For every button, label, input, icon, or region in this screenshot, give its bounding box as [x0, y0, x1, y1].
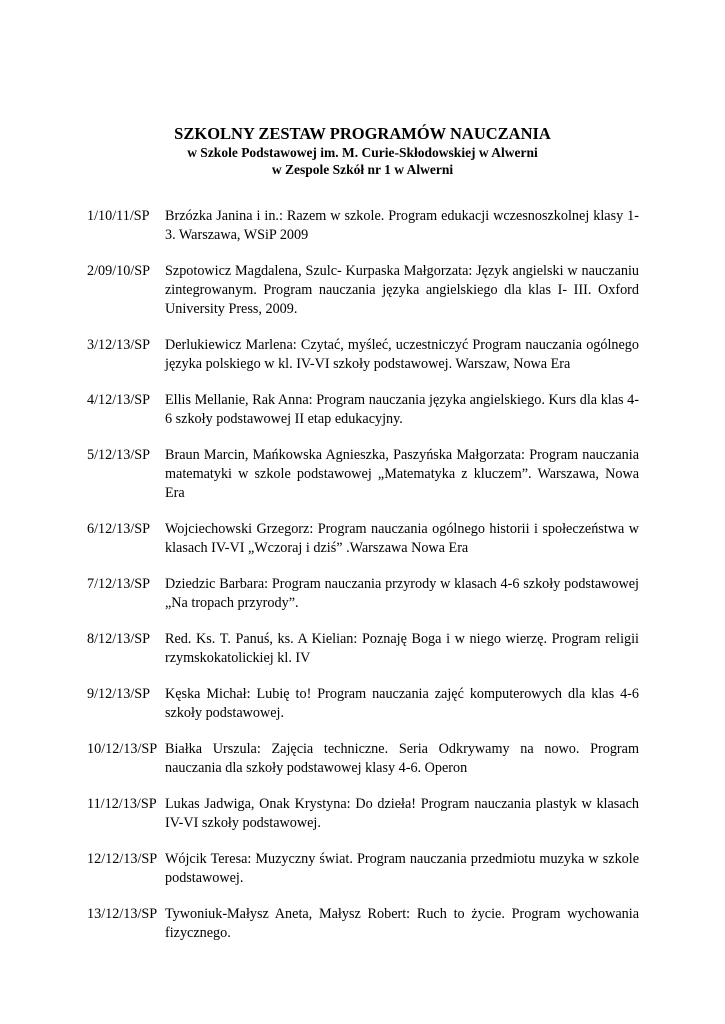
program-description: Red. Ks. T. Panuś, ks. A Kielian: Poznaję Boga i w niego wierzę. Program religii rzymskokatolickiej kl. IV [165, 631, 639, 666]
program-description: Kęska Michał: Lubię to! Program nauczania zajęć komputerowych dla klas 4-6 szkoły podstawowej. [165, 686, 639, 721]
program-entry [87, 336, 639, 374]
document-title: SZKOLNY ZESTAW PROGRAMÓW NAUCZANIA [174, 124, 551, 143]
program-code: 13/12/13/SP [87, 906, 158, 922]
program-description: Brzózka Janina i in.: Razem w szkole. Program edukacji wczesnoszkolnej klasy 1-3. Warszawa, WSiP 2009 [165, 208, 639, 243]
program-entry [87, 630, 639, 668]
school-complex-name: w Zespole Szkół nr 1 w Alwerni [271, 162, 454, 177]
program-entry [87, 520, 639, 558]
program-code: 2/09/10/SP [87, 263, 151, 279]
program-code: 9/12/13/SP [87, 686, 151, 702]
program-code: 8/12/13/SP [87, 631, 151, 647]
program-list [87, 207, 639, 960]
program-code: 10/12/13/SP [87, 741, 158, 757]
school-name: w Szkole Podstawowej im. M. Curie-Skłodowskiej w Alwerni [187, 145, 538, 160]
program-description: Lukas Jadwiga, Onak Krystyna: Do dzieła! Program nauczania plastyk w klasach IV-VI szkoły podstawowej. [165, 796, 639, 831]
program-description: Wojciechowski Grzegorz: Program nauczania ogólnego historii i społeczeństwa w klasach IV-VI „Wczoraj i dziś” .Warszawa Nowa Era [165, 521, 639, 556]
program-entry [87, 262, 639, 319]
program-description: Derlukiewicz Marlena: Czytać, myśleć, uczestniczyć Program nauczania ogólnego języka polskiego w kl. IV-VI szkoły podstawowej. Warszaw, Nowa Era [165, 337, 639, 372]
document-header [0, 124, 725, 178]
program-description: Dziedzic Barbara: Program nauczania przyrody w klasach 4-6 szkoły podstawowej „Na tropach przyrody”. [165, 576, 639, 611]
program-code: 11/12/13/SP [87, 796, 157, 812]
program-description: Ellis Mellanie, Rak Anna: Program nauczania języka angielskiego. Kurs dla klas 4-6 szkoły podstawowej II etap edukacyjny. [165, 392, 639, 427]
program-description: Szpotowicz Magdalena, Szulc- Kurpaska Małgorzata: Język angielski w nauczaniu zintegrowanym. Program nauczania języka angielskiego dla klas I- III. Oxford University Press, 2009. [165, 263, 639, 317]
program-description: Tywoniuk-Małysz Aneta, Małysz Robert: Ruch to życie. Program wychowania fizycznego. [165, 906, 639, 941]
program-entry [87, 575, 639, 613]
program-entry [87, 207, 639, 245]
program-entry [87, 905, 639, 943]
program-entry [87, 740, 639, 778]
program-description: Braun Marcin, Mańkowska Agnieszka, Paszyńska Małgorzata: Program nauczania matematyki w szkole podstawowej „Matematyka z kluczem”. Warszawa, Nowa Era [165, 447, 639, 501]
program-code: 4/12/13/SP [87, 392, 151, 408]
program-code: 7/12/13/SP [87, 576, 151, 592]
program-code: 3/12/13/SP [87, 337, 151, 353]
program-entry [87, 850, 639, 888]
program-description: Białka Urszula: Zajęcia techniczne. Seria Odkrywamy na nowo. Program nauczania dla szkoły podstawowej klasy 4-6. Operon [165, 741, 639, 776]
program-entry [87, 795, 639, 833]
program-entry [87, 391, 639, 429]
program-description: Wójcik Teresa: Muzyczny świat. Program nauczania przedmiotu muzyka w szkole podstawowej. [165, 851, 639, 886]
program-code: 12/12/13/SP [87, 851, 158, 867]
program-entry [87, 446, 639, 503]
program-code: 5/12/13/SP [87, 447, 151, 463]
program-entry [87, 685, 639, 723]
program-code: 1/10/11/SP [87, 208, 150, 224]
program-code: 6/12/13/SP [87, 521, 151, 537]
